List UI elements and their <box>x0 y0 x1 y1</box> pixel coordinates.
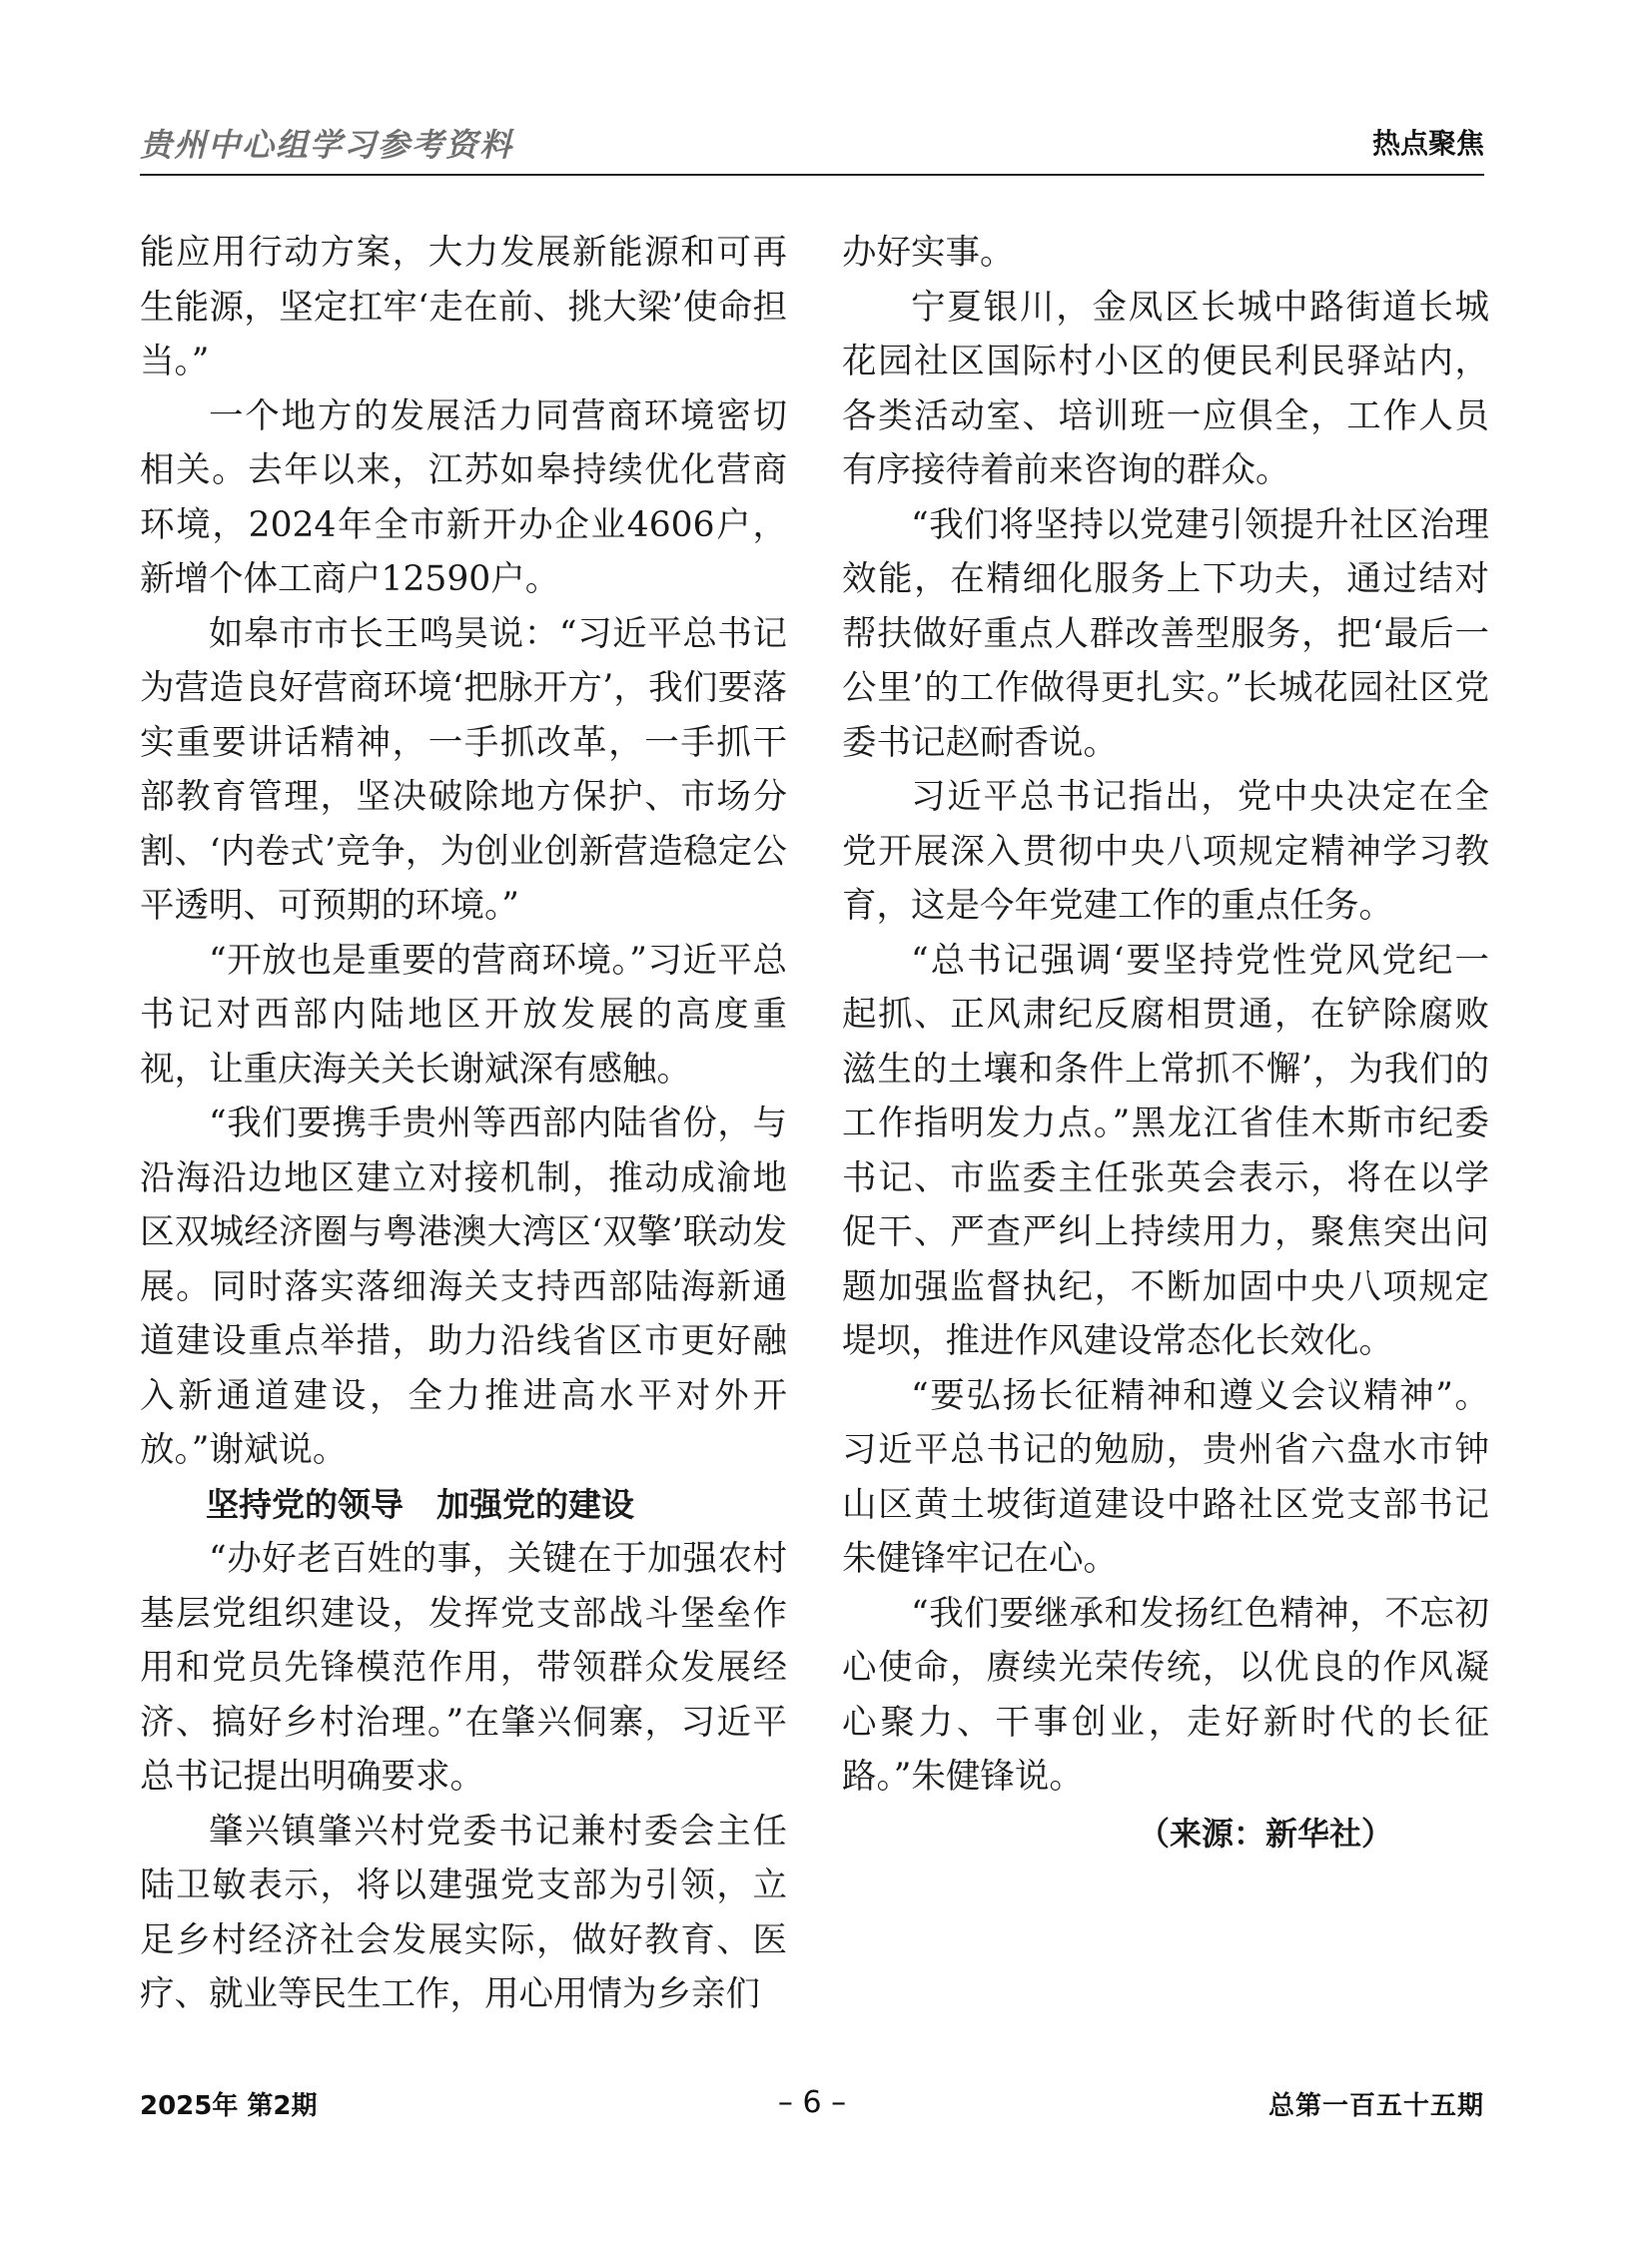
paragraph: 宁夏银川，金凤区长城中路街道长城花园社区国际村小区的便民利民驿站内，各类活动室、培训班一应俱全，工作人员有序接待着前来咨询的群众。 <box>842 287 1489 490</box>
article-source: （来源：新华社） <box>1137 1814 1393 1853</box>
paragraph: 习近平总书记指出，党中央决定在全党开展深入贯彻中央八项规定精神学习教育，这是今年党建工作的重点任务。 <box>842 777 1489 926</box>
page-number: – 6 – <box>777 2085 847 2120</box>
section-label: 热点聚焦 <box>1371 127 1484 160</box>
page-header <box>140 108 1484 176</box>
paragraph: “我们要继承和发扬红色精神，不忘初心使命，赓续光荣传统，以优良的作风凝心聚力、干事创业，走好新时代的长征路。”朱健锋说。 <box>842 1593 1489 1797</box>
paragraph: 能应用行动方案，大力发展新能源和可再生能源，坚定扛牢‘走在前、挑大梁’使命担当。” <box>140 233 787 381</box>
publication-title: 贵州中心组学习参考资料 <box>140 126 514 164</box>
paragraph: “要弘扬长征精神和遵义会议精神”。习近平总书记的勉励，贵州省六盘水市钟山区黄土坡街道建设中路社区党支部书记朱健锋牢记在心。 <box>842 1375 1489 1579</box>
section-subheading: 坚持党的领导 加强党的建设 <box>206 1484 634 1524</box>
paragraph: 肇兴镇肇兴村党委书记兼村委会主任陆卫敏表示，将以建强党支部为引领，立足乡村经济社会发展实际，做好教育、医疗、就业等民生工作，用心用情为乡亲们 <box>140 1811 787 2014</box>
right-column <box>842 226 1489 1861</box>
paragraph: 一个地方的发展活力同营商环境密切相关。去年以来，江苏如皋持续优化营商环境，2024年全市新开办企业4606户，新增个体工商户12590户。 <box>140 395 787 599</box>
paragraph: “我们将坚持以党建引领提升社区治理效能，在精细化服务上下功夫，通过结对帮扶做好重点人群改善型服务，把‘最后一公里’的工作做得更扎实。”长城花园社区党委书记赵耐香说。 <box>842 504 1489 763</box>
issue-label: 2025年 第2期 <box>140 2091 318 2121</box>
left-column <box>140 226 787 2022</box>
paragraph: “总书记强调‘要坚持党性党风党纪一起抓、正风肃纪反腐相贯通，在铲除腐败滋生的土壤和条件上常抓不懈’，为我们的工作指明发力点。”黑龙江省佳木斯市纪委书记、市监委主任张英会表示，将在以学促干、严查严纠上持续用力，聚焦突出问题加强监督执纪，不断加固中央八项规定堤坝，推进作风建设常态化长效化。 <box>842 940 1489 1361</box>
paragraph: “开放也是重要的营商环境。”习近平总书记对西部内陆地区开放发展的高度重视，让重庆海关关长谢斌深有感触。 <box>140 940 787 1090</box>
total-issue-label: 总第一百五十五期 <box>1267 2091 1484 2121</box>
page-footer <box>140 2085 1484 2125</box>
paragraph: “我们要携手贵州等西部内陆省份，与沿海沿边地区建立对接机制，推动成渝地区双城经济圈与粤港澳大湾区‘双擎’联动发展。同时落实落细海关支持西部陆海新通道建设重点举措，助力沿线省区市更好融入新通道建设，全力推进高水平对外开放。”谢斌说。 <box>140 1104 787 1470</box>
paragraph: 如皋市市长王鸣昊说：“习近平总书记为营造良好营商环境‘把脉开方’，我们要落实重要讲话精神，一手抓改革，一手抓干部教育管理，坚决破除地方保护、市场分割、‘内卷式’竞争，为创业创新营造稳定公平透明、可预期的环境。” <box>140 613 787 926</box>
paragraph: 办好实事。 <box>842 233 1015 273</box>
paragraph: “办好老百姓的事，关键在于加强农村基层党组织建设，发挥党支部战斗堡垒作用和党员先锋模范作用，带领群众发展经济、搞好乡村治理。”在肇兴侗寨，习近平总书记提出明确要求。 <box>140 1539 787 1797</box>
